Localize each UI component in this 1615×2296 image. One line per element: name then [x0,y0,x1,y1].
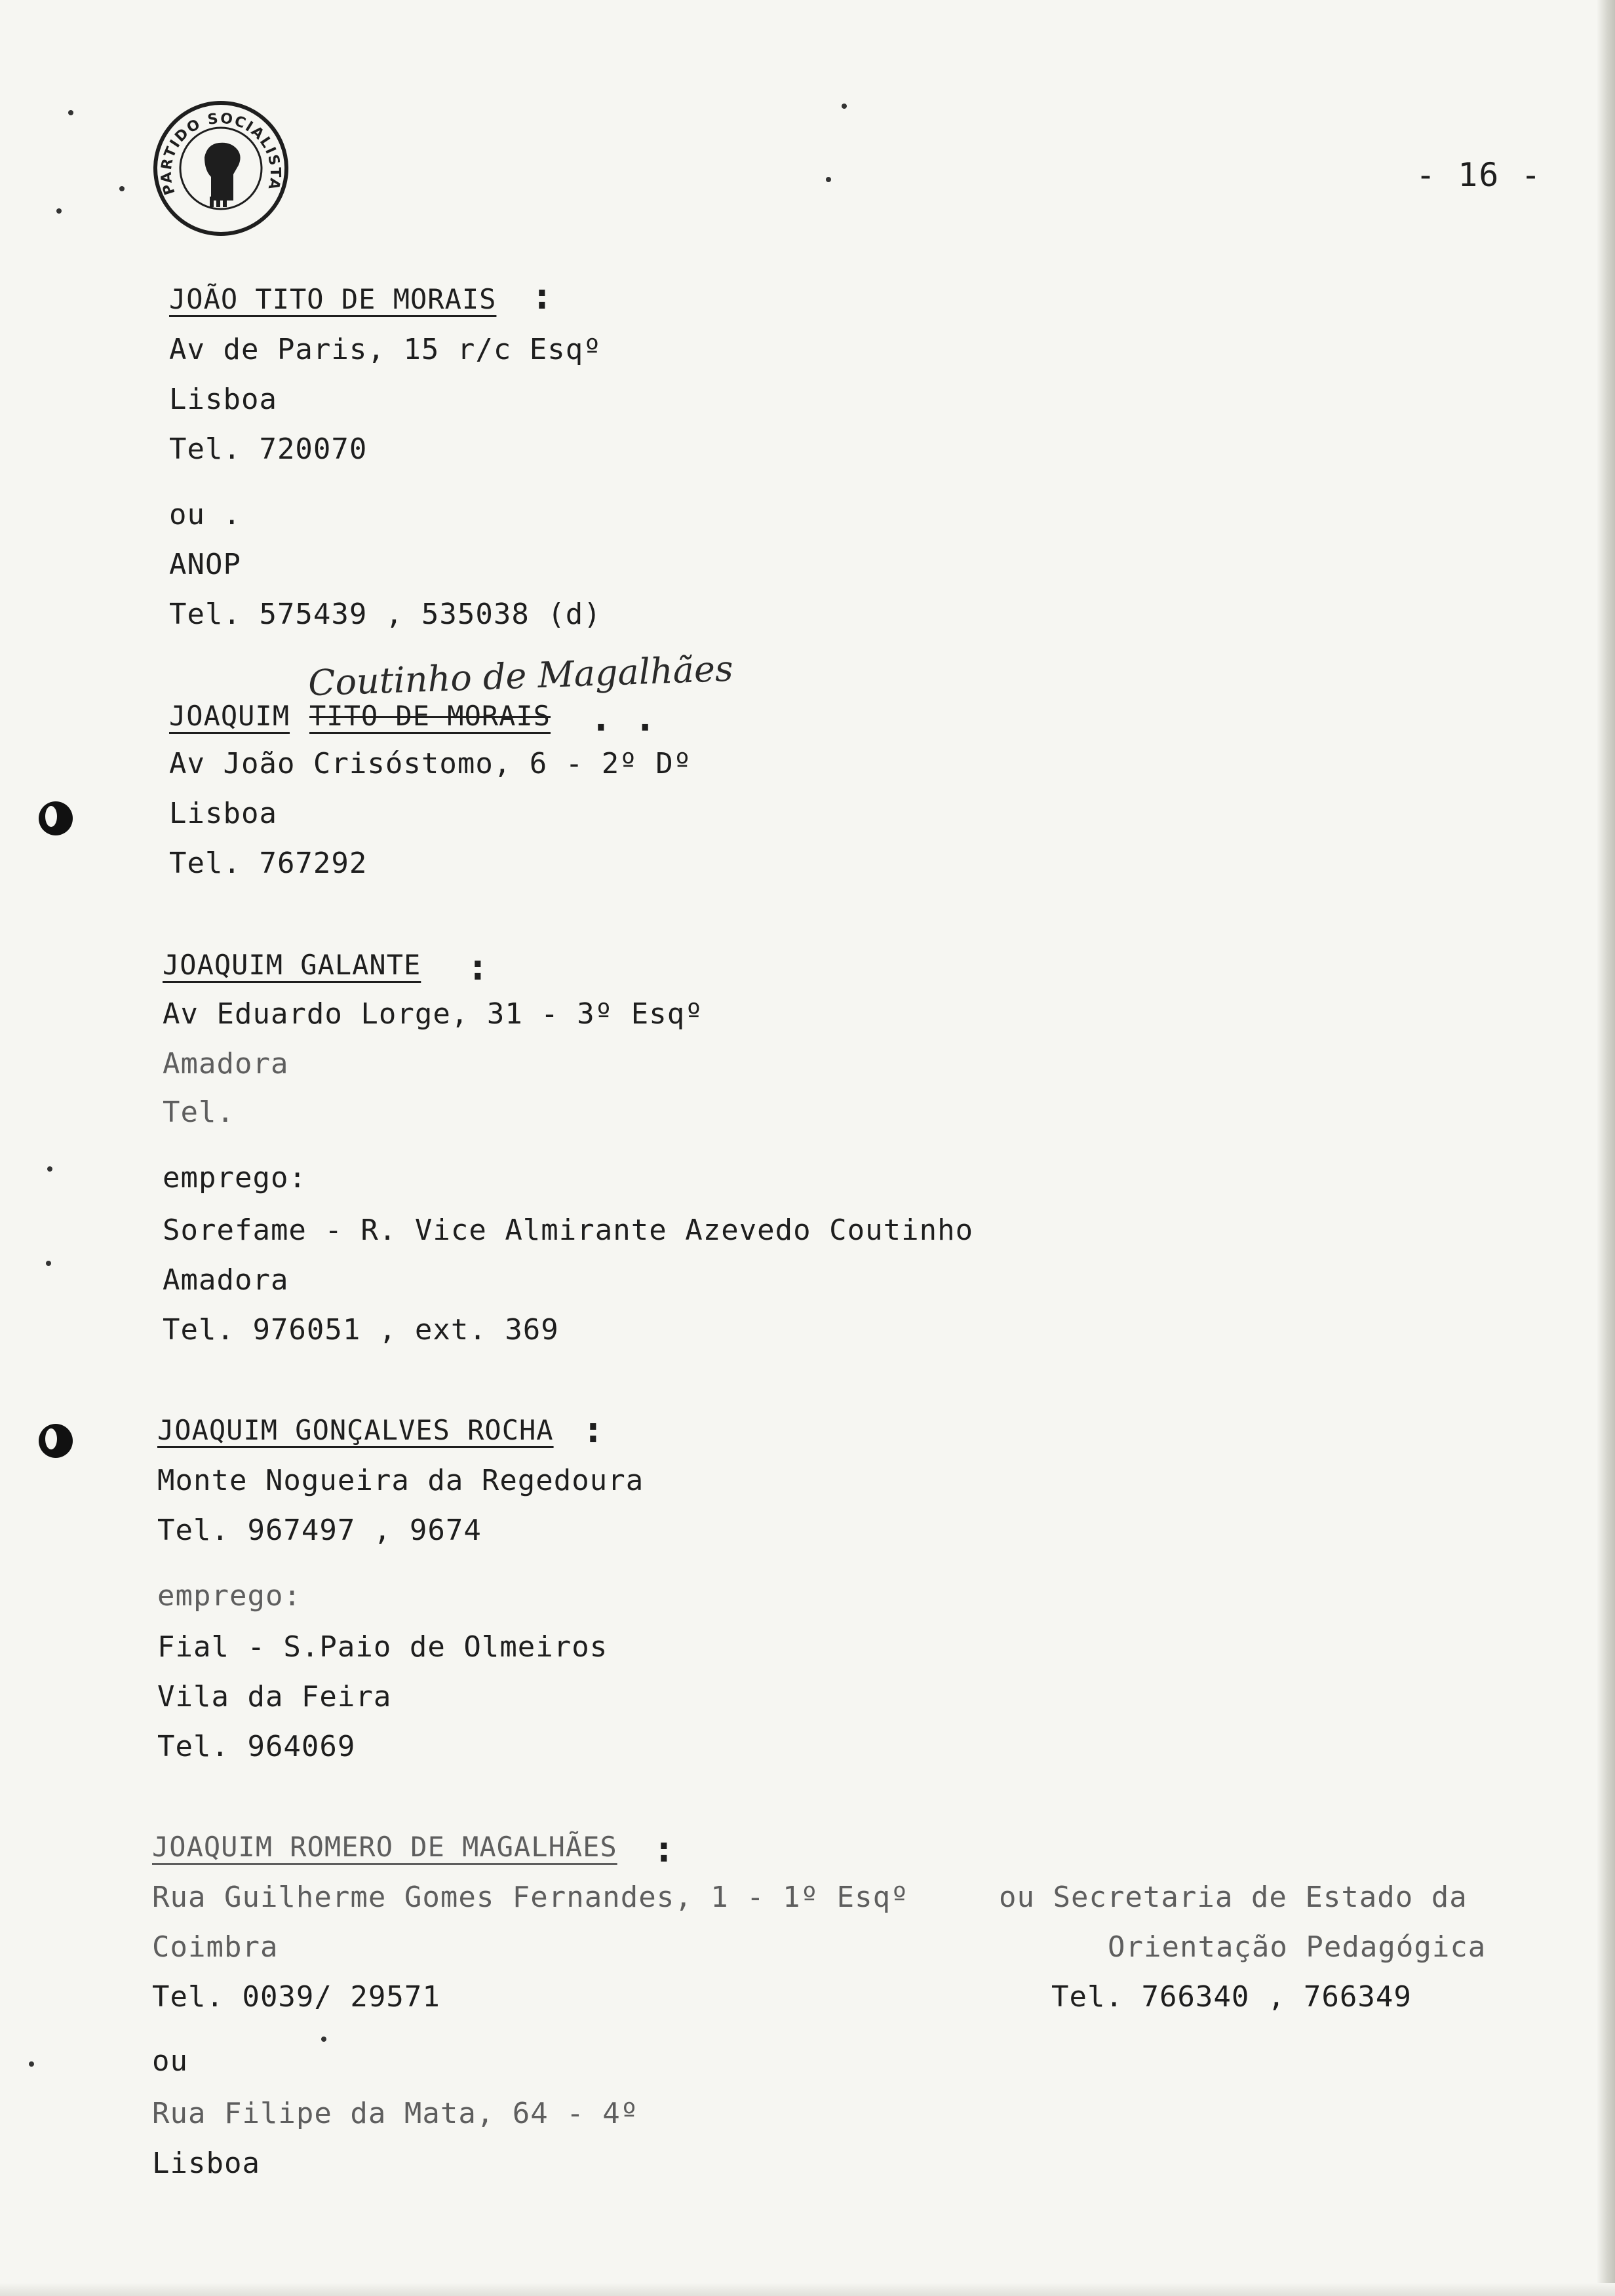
phone-line: Tel. 720070 [169,432,368,466]
alternative-phone-line: Tel. 766340 , 766349 [1051,1980,1412,2014]
scan-speck [46,1261,51,1266]
city-line: Lisboa [152,2147,260,2180]
city-line: Vila da Feira [157,1680,392,1713]
alternative-address-line: ou Secretaria de Estado da [999,1881,1468,1914]
employment-label: emprego: [157,1579,302,1613]
entry-name-prefix: JOAQUIM [169,700,290,732]
handwritten-correction: Coutinho de Magalhães [307,647,734,704]
scan-speck [842,104,847,109]
phone-line: Tel. 976051 , ext. 369 [163,1313,559,1347]
punch-hole-icon [37,799,75,837]
city-line: Coimbra [152,1930,279,1964]
scan-speck [47,1166,52,1172]
address-line: Monte Nogueira da Regedoura [157,1464,644,1497]
address-line: Rua Filipe da Mata, 64 - 4º [152,2097,639,2130]
colon-mark: . . [590,697,657,740]
employer-line: Sorefame - R. Vice Almirante Azevedo Coutinho [163,1214,974,1247]
address-line: Av de Paris, 15 r/c Esqº [169,333,602,366]
page-number: - 16 - [1416,156,1542,194]
scanned-page-edge [1597,0,1615,2296]
city-line: Amadora [163,1047,289,1081]
punch-hole-icon [37,1422,75,1460]
alternative-label: ou . [169,498,241,531]
scan-speck [29,2061,34,2067]
scan-speck [68,110,73,115]
fist-icon [204,143,241,207]
scan-speck [321,2037,326,2042]
address-line: Rua Guilherme Gomes Fernandes, 1 - 1º Esqº [152,1881,909,1914]
struck-name-part: TITO DE MORAIS [309,700,551,732]
entry-name: JOAQUIM GONÇALVES ROCHA [157,1414,554,1446]
employment-label: emprego: [163,1161,307,1195]
address-line: Av João Crisóstomo, 6 - 2º Dº [169,747,692,780]
alternative-label: ou [152,2044,188,2078]
scan-speck [56,208,62,214]
phone-line: Tel. 767292 [169,847,368,880]
organization-line: ANOP [169,548,241,581]
phone-line: Tel. 575439 , 535038 (d) [169,598,602,631]
entry-name: JOÃO TITO DE MORAIS [169,283,497,315]
phone-line: Tel. [163,1096,235,1129]
city-line: Lisboa [169,383,277,416]
colon-mark: : [467,946,489,989]
city-line: Lisboa [169,797,277,830]
phone-line: Tel. 0039/ 29571 [152,1980,440,2014]
party-seal-logo [151,98,291,239]
entry-name: JOAQUIM ROMERO DE MAGALHÃES [152,1831,617,1863]
colon-mark: : [531,275,553,318]
scanned-bottom-edge [0,2283,1615,2296]
phone-line: Tel. 967497 , 9674 [157,1514,482,1547]
colon-mark: : [653,1828,675,1871]
svg-text:PARTIDO SOCIALISTA: PARTIDO SOCIALISTA [158,110,284,197]
phone-line: Tel. 964069 [157,1730,356,1763]
colon-mark: : [582,1409,604,1451]
scan-speck [119,186,125,191]
city-line: Amadora [163,1263,289,1297]
address-line: Av Eduardo Lorge, 31 - 3º Esqº [163,997,703,1031]
scan-speck [826,177,831,182]
alternative-address-line: Orientação Pedagógica [1108,1930,1487,1964]
employer-line: Fial - S.Paio de Olmeiros [157,1630,608,1664]
entry-name: JOAQUIM GALANTE [163,949,421,981]
